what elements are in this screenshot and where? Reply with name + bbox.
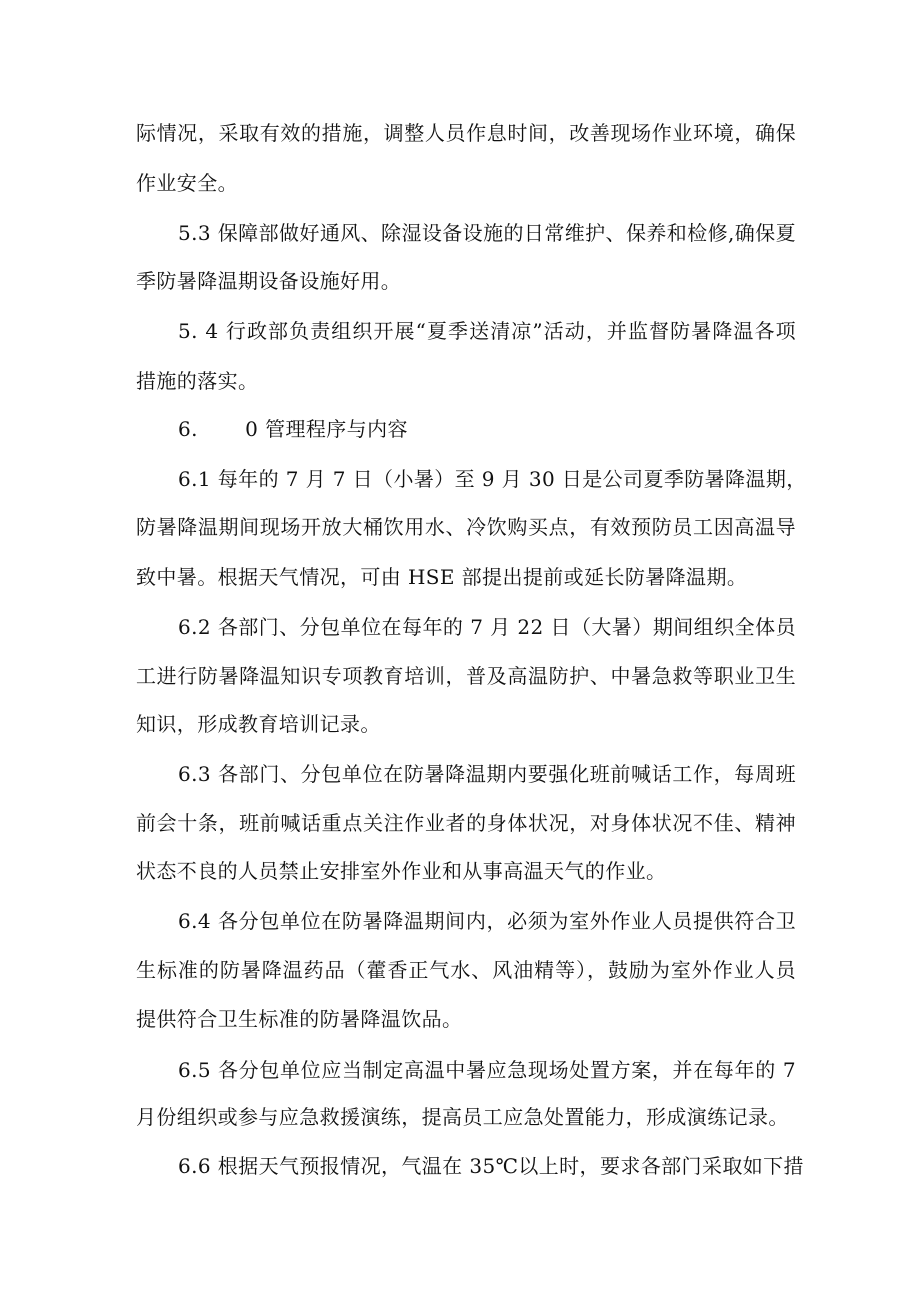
paragraph-line: 6.6 根据天气预报情况，气温在 35℃以上时，要求各部门采取如下措 [178, 1154, 804, 1178]
paragraph-line: 致中暑。根据天气情况，可由 HSE 部提出提前或延长防暑降温期。 [136, 565, 748, 589]
paragraph-line: 6.5 各分包单位应当制定高温中暑应急现场处置方案，并在每年的 7 [178, 1058, 796, 1082]
paragraph-line: 生标准的防暑降温药品（藿香正气水、风油精等），鼓励为室外作业人员 [136, 958, 796, 982]
paragraph-line: 6.1 每年的 7 月 7 日（小暑）至 9 月 30 日是公司夏季防暑降温期， [178, 467, 807, 491]
paragraph-line: 前会十条，班前喊话重点关注作业者的身体状况，对身体状况不佳、精神 [136, 811, 796, 835]
paragraph-line: 作业安全。 [136, 171, 238, 195]
paragraph-line: 5.3 保障部做好通风、除湿设备设施的日常维护、保养和检修,确保夏 [178, 221, 796, 245]
paragraph-line: 季防暑降温期设备设施好用。 [136, 269, 402, 293]
paragraph-line: 6.2 各部门、分包单位在每年的 7 月 22 日（大暑）期间组织全体员 [178, 615, 796, 639]
paragraph-line: 5. 4 行政部负责组织开展“夏季送清凉”活动，并监督防暑降温各项 [178, 319, 796, 343]
paragraph-line: 状态不良的人员禁止安排室外作业和从事高温天气的作业。 [136, 859, 667, 883]
paragraph-line: 防暑降温期间现场开放大桶饮用水、冷饮购买点，有效预防员工因高温导 [136, 515, 796, 539]
paragraph-line: 工进行防暑降温知识专项教育培训，普及高温防护、中暑急救等职业卫生 [136, 664, 796, 688]
paragraph-line: 知识，形成教育培训记录。 [136, 712, 381, 736]
paragraph-line: 6.3 各部门、分包单位在防暑降温期内要强化班前喊话工作，每周班 [178, 762, 796, 786]
paragraph-line: 措施的落实。 [136, 369, 259, 393]
paragraph-line: 6.4 各分包单位在防暑降温期间内，必须为室外作业人员提供符合卫 [178, 909, 796, 933]
section-heading: 6. 0 管理程序与内容 [178, 417, 408, 441]
paragraph-line: 月份组织或参与应急救援演练，提高员工应急处置能力，形成演练记录。 [136, 1105, 789, 1129]
paragraph-line: 提供符合卫生标准的防暑降温饮品。 [136, 1007, 463, 1031]
paragraph-line: 际情况，采取有效的措施，调整人员作息时间，改善现场作业环境，确保 [136, 121, 796, 145]
